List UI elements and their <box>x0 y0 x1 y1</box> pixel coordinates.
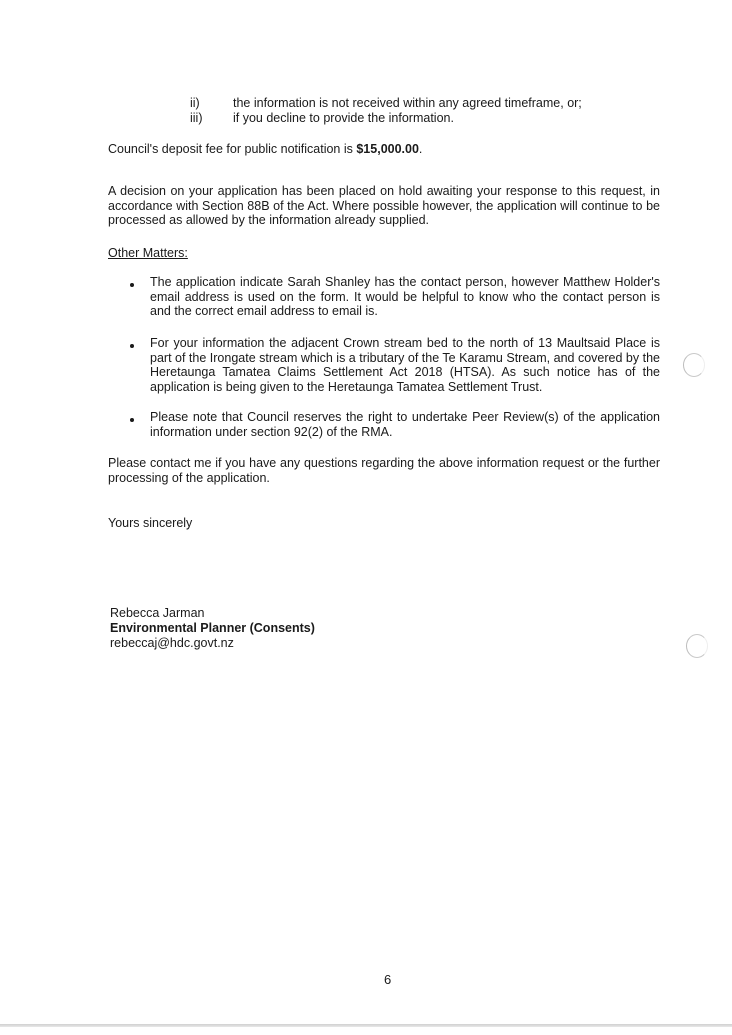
list-numeral: ii) <box>190 96 200 110</box>
contact-paragraph: Please contact me if you have any questions regarding the above information request or the further processing of the application. <box>108 456 660 485</box>
deposit-fee-prefix: Council's deposit fee for public notification is <box>108 142 357 156</box>
signatory-title: Environmental Planner (Consents) <box>110 621 315 635</box>
deposit-fee-suffix: . <box>418 142 423 156</box>
signatory-email: rebeccaj@hdc.govt.nz <box>110 636 234 650</box>
bullet-item-crown-stream: For your information the adjacent Crown stream bed to the north of 13 Maultsaid Place is part of the Irongate stream which is a tributary of the Te Karamu Stream, and covered by the Heretaunga Tamatea Claims Settlement Act 2018 (HTSA). As such notice has of the application is being given to the Heretaunga Tamatea Settlement Trust. <box>150 336 660 394</box>
bullet-icon <box>130 283 134 287</box>
signatory-name: Rebecca Jarman <box>110 606 205 620</box>
other-matters-heading: Other Matters: <box>108 246 188 260</box>
closing-text: Yours sincerely <box>108 516 193 530</box>
punch-hole-icon <box>683 353 705 377</box>
deposit-fee-line <box>108 142 422 156</box>
list-item-text: if you decline to provide the information. <box>233 111 454 125</box>
list-item-text: the information is not received within any agreed timeframe, or; <box>233 96 582 110</box>
bullet-item-peer-review: Please note that Council reserves the right to undertake Peer Review(s) of the application information under section 92(2) of the RMA. <box>150 410 660 439</box>
punch-hole-icon <box>686 634 708 658</box>
bullet-icon <box>130 344 134 348</box>
bullet-item-contact: The application indicate Sarah Shanley has the contact person, however Matthew Holder's email address is used on the form. It would be helpful to know who the contact person is and the correct email address to email is. <box>150 275 660 318</box>
deposit-fee-amount: $15,000.00 <box>356 142 419 156</box>
bottom-edge-divider <box>0 1024 732 1027</box>
bullet-icon <box>130 418 134 422</box>
page-number: 6 <box>384 972 392 987</box>
list-numeral: iii) <box>190 111 203 125</box>
decision-paragraph: A decision on your application has been placed on hold awaiting your response to this request, in accordance with Section 88B of the Act. Where possible however, the application will continue to be processed as allowed by the information already supplied. <box>108 184 660 227</box>
